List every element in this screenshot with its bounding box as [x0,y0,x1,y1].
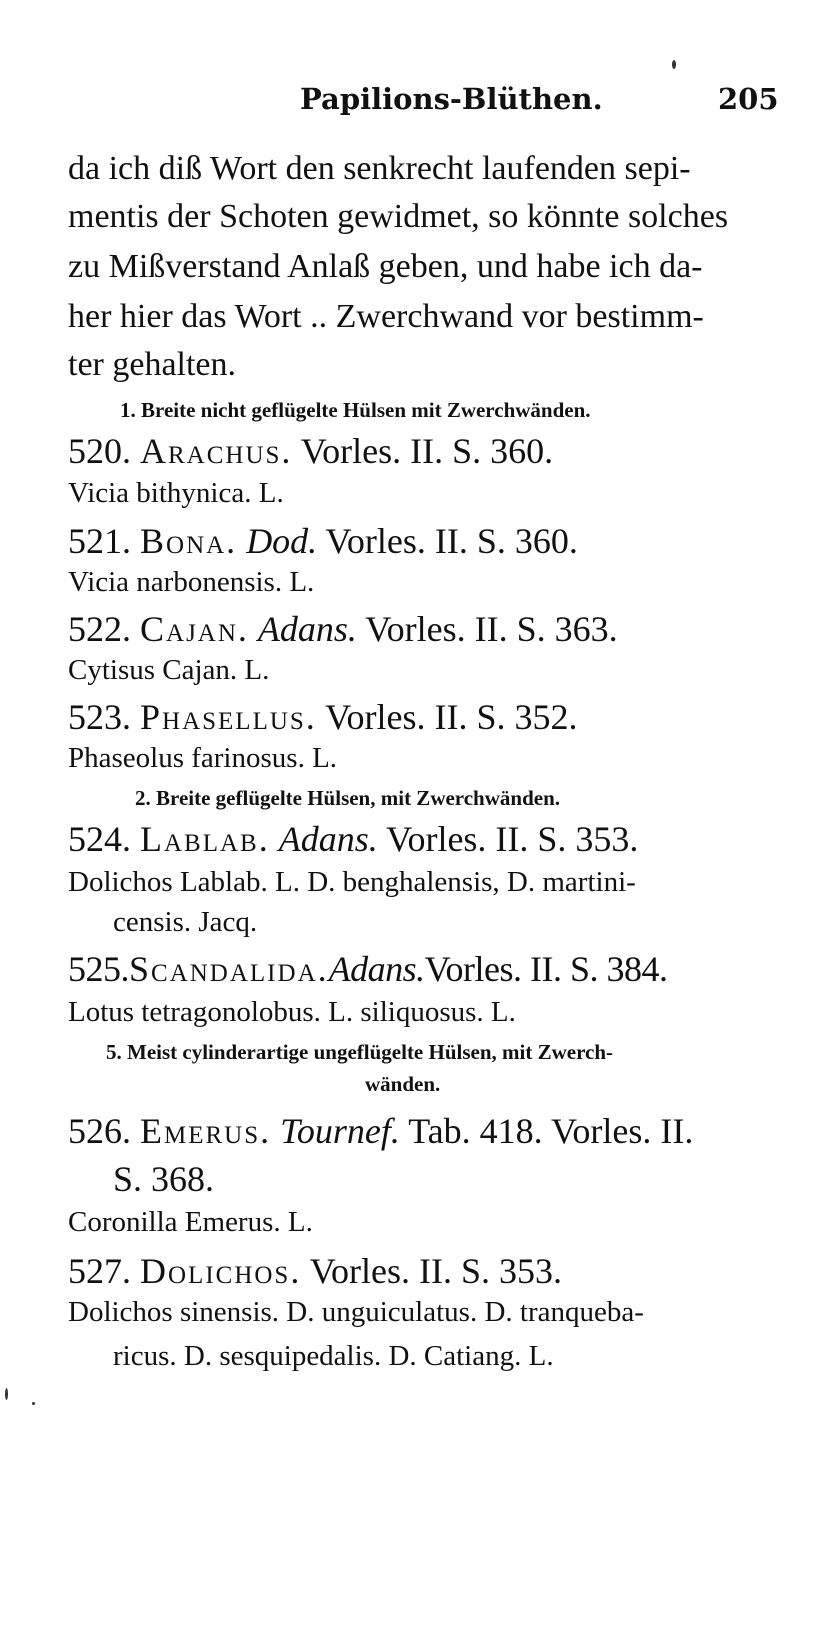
genus-name: Phasellus. [140,697,317,737]
scan-speck [672,60,676,69]
reference-continued: S. 368. [113,1159,215,1199]
reference: Vorles. II. S. 360. [300,431,554,471]
section-heading-2: 2. Breite geflügelte Hülsen, mit Zwerchwänden. [135,786,561,810]
entry-525 [68,948,667,990]
scan-speck [32,1402,35,1405]
synonym-line-continued: ricus. D. sesquipedalis. D. Catiang. L. [113,1340,554,1372]
genus-name: Dolichos. [140,1251,302,1291]
author-abbrev: Adans. [278,819,378,859]
entry-number: 521. [68,521,131,561]
intro-line-2: mentis der Schoten gewidmet, so könnte solches [68,198,729,235]
synonym-line: Dolichos Lablab. L. D. benghalensis, D. martini- [68,866,636,898]
intro-line-3: zu Mißverstand Anlaß geben, und habe ich da- [68,248,703,285]
synonym-line-continued: censis. Jacq. [113,906,258,938]
synonym-line: Cytisus Cajan. L. [68,654,270,686]
entry-number: 522. [68,609,131,649]
synonym-line: Lotus tetragonolobus. L. siliquosus. L. [68,996,516,1028]
reference: Vorles. II. S. 353. [309,1251,563,1291]
intro-line-1: da ich diß Wort den senkrecht laufenden sepi- [68,150,691,187]
genus-name: Scandalida. [129,949,329,989]
entry-number: 520. [68,431,131,471]
genus-name: Emerus. [140,1111,272,1151]
entry-number: 523. [68,697,131,737]
intro-line-4: her hier das Wort .. Zwerchwand vor bestimm- [68,298,704,335]
section-heading-5-continued: wänden. [365,1072,441,1096]
reference: Tab. 418. Vorles. II. [408,1111,694,1151]
entry-527 [68,1250,562,1292]
entry-number: 524. [68,819,131,859]
synonym-line: Coronilla Emerus. L. [68,1206,313,1238]
section-heading-5: 5. Meist cylinderartige ungeflügelte Hülsen, mit Zwerch- [106,1040,614,1064]
entry-522 [68,608,618,650]
section-heading-1: 1. Breite nicht geflügelte Hülsen mit Zwerchwänden. [120,398,591,422]
entry-number: 527. [68,1251,131,1291]
synonym-line: Vicia bithynica. L. [68,477,284,509]
scan-speck [5,1388,8,1400]
entry-number: 525. [68,949,129,989]
reference: Vorles. II. S. 352. [325,697,578,737]
synonym-line: Vicia narbonensis. L. [68,566,315,598]
genus-name: Bona. [140,521,238,561]
entry-526 [68,1110,693,1152]
author-abbrev: Adans. [328,949,425,989]
genus-name: Cajan. [140,609,249,649]
reference: Vorles. II. S. 353. [386,819,639,859]
author-abbrev: Dod. [246,521,318,561]
reference: Vorles. II. S. 360. [325,521,578,561]
genus-name: Arachus. [140,431,293,471]
entry-number: 526. [68,1111,131,1151]
entry-524 [68,818,638,860]
intro-line-5: ter gehalten. [68,346,237,383]
genus-name: Lablab. [140,819,270,859]
entry-521 [68,520,578,562]
running-header: Papilions-Blüthen. [300,82,603,116]
synonym-line: Phaseolus farinosus. L. [68,742,338,774]
reference: Vorles. II. S. 363. [365,609,618,649]
entry-523 [68,696,578,738]
page-number: 205 [718,82,779,116]
reference: Vorles. II. S. 384. [424,949,668,989]
entry-520 [68,430,553,472]
synonym-line: Dolichos sinensis. D. unguiculatus. D. tranqueba- [68,1296,644,1328]
author-abbrev: Adans. [257,609,357,649]
author-abbrev: Tournef. [280,1111,400,1151]
